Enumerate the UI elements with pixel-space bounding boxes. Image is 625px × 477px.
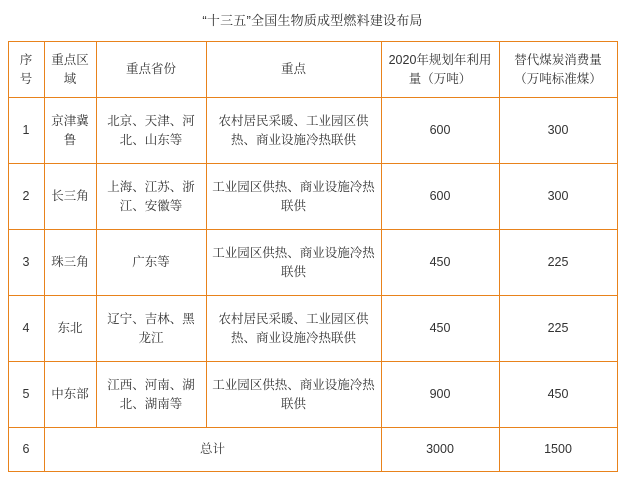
table-row	[8, 164, 617, 230]
table-row	[8, 296, 617, 362]
cell-provinces: 江西、河南、湖北、湖南等	[96, 362, 206, 428]
cell-area: 中东部	[44, 362, 96, 428]
header-cell-plan-volume: 2020年规划年利用量（万吨）	[381, 42, 499, 98]
cell-coal-substitution: 300	[499, 164, 617, 230]
table-total-row	[8, 428, 617, 472]
table-header	[8, 42, 617, 98]
header-row	[8, 42, 617, 98]
cell-focus: 农村居民采暖、工业园区供热、商业设施冷热联供	[206, 296, 381, 362]
cell-seq: 5	[8, 362, 44, 428]
cell-focus: 工业园区供热、商业设施冷热联供	[206, 164, 381, 230]
cell-coal-substitution: 300	[499, 98, 617, 164]
biomass-fuel-layout-table	[8, 41, 618, 472]
table-row	[8, 362, 617, 428]
cell-area: 长三角	[44, 164, 96, 230]
cell-focus: 工业园区供热、商业设施冷热联供	[206, 362, 381, 428]
cell-provinces: 上海、江苏、浙江、安徽等	[96, 164, 206, 230]
cell-total-label: 总计	[44, 428, 381, 472]
cell-plan-volume: 600	[381, 164, 499, 230]
cell-plan-volume: 450	[381, 230, 499, 296]
header-cell-seq: 序号	[8, 42, 44, 98]
cell-area: 珠三角	[44, 230, 96, 296]
cell-seq: 3	[8, 230, 44, 296]
cell-coal-substitution: 225	[499, 296, 617, 362]
cell-focus: 农村居民采暖、工业园区供热、商业设施冷热联供	[206, 98, 381, 164]
cell-plan-volume: 600	[381, 98, 499, 164]
cell-seq: 6	[8, 428, 44, 472]
cell-seq: 4	[8, 296, 44, 362]
cell-seq: 1	[8, 98, 44, 164]
cell-coal-substitution: 225	[499, 230, 617, 296]
table-row	[8, 98, 617, 164]
cell-provinces: 北京、天津、河北、山东等	[96, 98, 206, 164]
cell-seq: 2	[8, 164, 44, 230]
cell-focus: 工业园区供热、商业设施冷热联供	[206, 230, 381, 296]
cell-provinces: 辽宁、吉林、黑龙江	[96, 296, 206, 362]
cell-total-plan-volume: 3000	[381, 428, 499, 472]
table-row	[8, 230, 617, 296]
header-cell-area: 重点区域	[44, 42, 96, 98]
cell-coal-substitution: 450	[499, 362, 617, 428]
cell-plan-volume: 450	[381, 296, 499, 362]
table-body	[8, 98, 617, 472]
cell-provinces: 广东等	[96, 230, 206, 296]
cell-plan-volume: 900	[381, 362, 499, 428]
cell-area: 京津冀鲁	[44, 98, 96, 164]
header-cell-coal-substitution: 替代煤炭消费量（万吨标准煤）	[499, 42, 617, 98]
cell-total-coal-substitution: 1500	[499, 428, 617, 472]
header-cell-focus: 重点	[206, 42, 381, 98]
cell-area: 东北	[44, 296, 96, 362]
page-title: “十三五”全国生物质成型燃料建设布局	[202, 13, 423, 28]
header-cell-provinces: 重点省份	[96, 42, 206, 98]
